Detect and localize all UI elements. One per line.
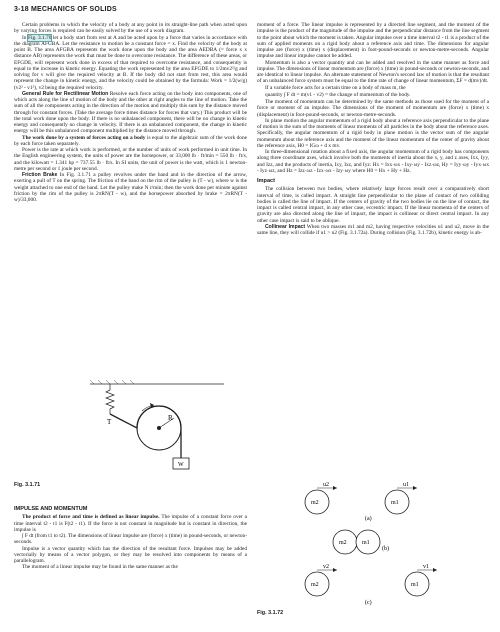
text-span: In (22, 34, 28, 41)
brake-diagram (14, 380, 247, 480)
paragraph: The moment of a linear impulse may be found in the same manner as the (22, 564, 178, 571)
weight-label: W (178, 462, 184, 468)
label-c: (c) (365, 600, 372, 606)
text-span: In Fig. 3.1.71 a pulley revolves under the band and in the direction of the arrow, exerting a pull of T on the spring. The friction of the band on the rim of the pulley is (T - w), where w is the weight attached to one end of the band. Let the pulley make N r/min; then the work done per minute against friction by the rim of the pulley is 2πRN(T - w), and the horsepower absorbed by brake = 2πRN(T - w)/33,000. (14, 172, 247, 203)
paragraph (14, 35, 247, 91)
right-column (257, 22, 489, 236)
text-span: The impulse of a constant force over a time interval t2 - t1 is F(t2 - t1). If the force is not constant in magnitude but is constant in direction, the impulse is (14, 514, 247, 533)
paragraph: Certain problems in which the velocity of a body at any point in its straight-line path when acted upon by varying forces is required can be easily solved by the use of a work diagram. (14, 22, 247, 35)
paragraph (14, 135, 247, 148)
label-a: (a) (365, 516, 372, 522)
radius-label: R (168, 414, 173, 422)
paragraph: In plane motion the angular momentum of a rigid body about a reference axis perpendicular to the plane of motion is the sum of the moments of linear momenta of all particles in the body about the reference axes. Specifically, the angular momentum of a rigid body in plane motion is the vector sum of the angular momentum about the reference axis and the moment of the linear momentum of the center of gravity about the reference axis, H0 = IGω + d x mv. (257, 117, 489, 149)
equation: quantity ∫ F dt = m(v1 - v2) = the change of momentum of the body. (265, 91, 411, 98)
m1-label: m1 (362, 540, 370, 546)
v2-label: v2 (323, 564, 329, 570)
paragraph: ∫ F dt (from t1 to t2). The dimensions of linear impulse are (force) x (time) in pound-seconds, or newton-seconds. (14, 533, 247, 546)
m1-label: m1 (391, 500, 399, 506)
text-span: is equal to the algebraic sum of the work done by each force taken separately. (14, 134, 248, 147)
paragraph: In three-dimensional rotation about a fixed axis, the angular momentum of a rigid body has components along three coordinate axes, which involve both the moments of inertia about the x, y, and z axes, Ixx, Iyy, and Izz, and the products of inertia, Ixy, Ixz, and Iyz: Hx = Ixx·ωx - Ixy·ωy - Ixz·ωz, Hy = Iyy·ωy - Iyx·ωx - Iyz·ωz, and Hz = Izz·ωz - Izx·ωx - Izy·ωy where H0 = Hx + Hy + Hz. (257, 149, 489, 174)
bold-phrase: The work done by a system of forces acting on a body (22, 134, 146, 141)
tension-label: T (107, 418, 112, 426)
runin-heading: Collinear Impact (265, 223, 306, 230)
paragraph: moment of a force. The linear impulse is represented by a directed line segment, and the moment of the impulse is the product of the magnitude of the impulse and the perpendicular distance from the line segment to the point about which the moment is taken. Angular impulse over a time interval t2 - t1 is a product of the sum of applied moments on a rigid body about a reference axis and time. The dimensions for angular impulse are (force) x (time) x (displacement) in foot-pound-seconds or newton-metre-seconds. Angular impulse and linear impulse cannot be added. (257, 22, 489, 60)
section-title: IMPULSE AND MOMENTUM (14, 506, 88, 512)
paragraph: Power is the rate at which work is performed, or the number of units of work performed in unit time. In the English engineering system, the units of power are the horsepower, or 33,000 lb · ft/min = 550 lb · ft/s, and the kilowatt = 1.341 hp = 737.55 lb · ft/s. In SI units, the unit of power is the watt, which is 1 newton-metre per second or 1 joule per second. (14, 147, 247, 172)
running-head: 3-18 MECHANICS OF SOLIDS (14, 6, 117, 13)
m2-label: m2 (339, 540, 347, 546)
text-span: When two masses m1 and m2, having respective velocities u1 and u2, move in the same line, they will collide if u1 > u2 (Fig. 3.1.72a). During collision (Fig. 3.1.72b), kinetic energy is ab- (257, 223, 489, 236)
figure-caption: Fig. 3.1.72 (257, 610, 284, 616)
label-b: (b) (382, 546, 389, 552)
figure-link[interactable]: Fig. 3.1.70 (28, 34, 52, 41)
figure-3-1-71 (14, 380, 247, 488)
hatch (90, 380, 134, 384)
paragraph: The collision between two bodies, where relatively large forces result over a comparatively short interval of time, is called impact. A straight line perpendicular to the plane of contact of two colliding bodies is called the line of impact. If the centers of gravity of the two bodies lie on the line of contact, the impact is called central impact, in any other case, eccentric impact. If the linear momenta of the centers of gravity are also directed along the line of impact, the impact is collinear or direct central impact. In any other case impact is said to be oblique. (257, 186, 489, 224)
m1-label: m1 (411, 582, 419, 588)
u2-label: u2 (323, 482, 329, 488)
figure-3-1-72 (257, 480, 489, 620)
u1-label: u1 (403, 482, 409, 488)
paragraph (14, 91, 247, 135)
left-column (14, 22, 247, 203)
section-title: Impact (257, 178, 276, 184)
runin-heading: Friction Brake (22, 172, 58, 178)
figure-caption: Fig. 3.1.71 (14, 482, 41, 488)
paragraph (14, 514, 247, 533)
paragraph: The moment of momentum can be determined by the same methods as those used for the moment of a force or moment of an impulse. The dimensions of the moment of momentum are (force) x (time) x (displacement) in foot-pound-seconds, or newton-metre-seconds. (257, 99, 489, 118)
paragraph: Impulse is a vector quantity which has the direction of the resultant force. Impulses may be added vectorially by means of a vector polygon, or they may be resolved into components by means of a parallelogram. (14, 545, 247, 564)
impact-diagram (257, 480, 489, 610)
runin-heading: General Rule for Rectilinear Motion (22, 90, 109, 97)
spring (106, 384, 114, 414)
text-span: Resolve each force acting on the body into components, one of which acts along the line of motion of the body and the other at right angles to the line of motion. Take the sum of all the components acting in the direction of the motion and multiply this sum by the distance moved through for constant forces. (Take the average force times distance for forces that vary.) This product will be the total work done upon the body. If there is no unbalanced component, there will be no change in kinetic energy and consequently no change in velocity. If there is an unbalanced component, the change in kinetic energy will be this unbalanced component multiplied by the distance moved through. (14, 90, 247, 135)
paragraph (257, 224, 489, 237)
m2-label: m2 (311, 582, 319, 588)
paragraph: If a variable force acts for a certain time on a body of mass m, the (265, 84, 406, 91)
m2-label: m2 (311, 500, 319, 506)
paragraph (14, 172, 247, 203)
v1-label: v1 (423, 564, 429, 570)
bold-phrase: The product of force and time is defined as linear impulse. (22, 514, 160, 521)
text-span: let a body start from rest at A and be acted upon by a force that varies in accordance with the diagram AFGBA. Let the resistance to motion be a constant force = x. Find the velocity of the body at point B. The area AFGBA represents the work done upon the body and the area AEDBA (= force x x distance AB) represents the work that must be done to overcome resistance. The difference of these areas, or EFGDE, will represent work done in excess of that required to overcome resistance, and consequently is equal to the increase in kinetic energy. Equating the work represented by the area EFGDE to 1/2mv2²/g and solving for v will give the required velocity at B. If the body did not start from rest, this area would represent the change in kinetic energy, and the velocity could be obtained by the formula: Work = 1/2(w/g)(v2² - v1²), v2 being the required velocity. (14, 34, 247, 91)
impulse-section (14, 502, 247, 571)
paragraph: Momentum is also a vector quantity and can be added and resolved in the same manner as force and impulse. The dimensions of linear momentum are (force) x (time) in pound-seconds or newton-seconds, and are identical to linear impulse. An alternate statement of Newton's second law of motion is that the resultant of an unbalanced force system must be equal to the time rate of change of linear momentum, ΣF = d(mv)/dt. (257, 59, 489, 85)
